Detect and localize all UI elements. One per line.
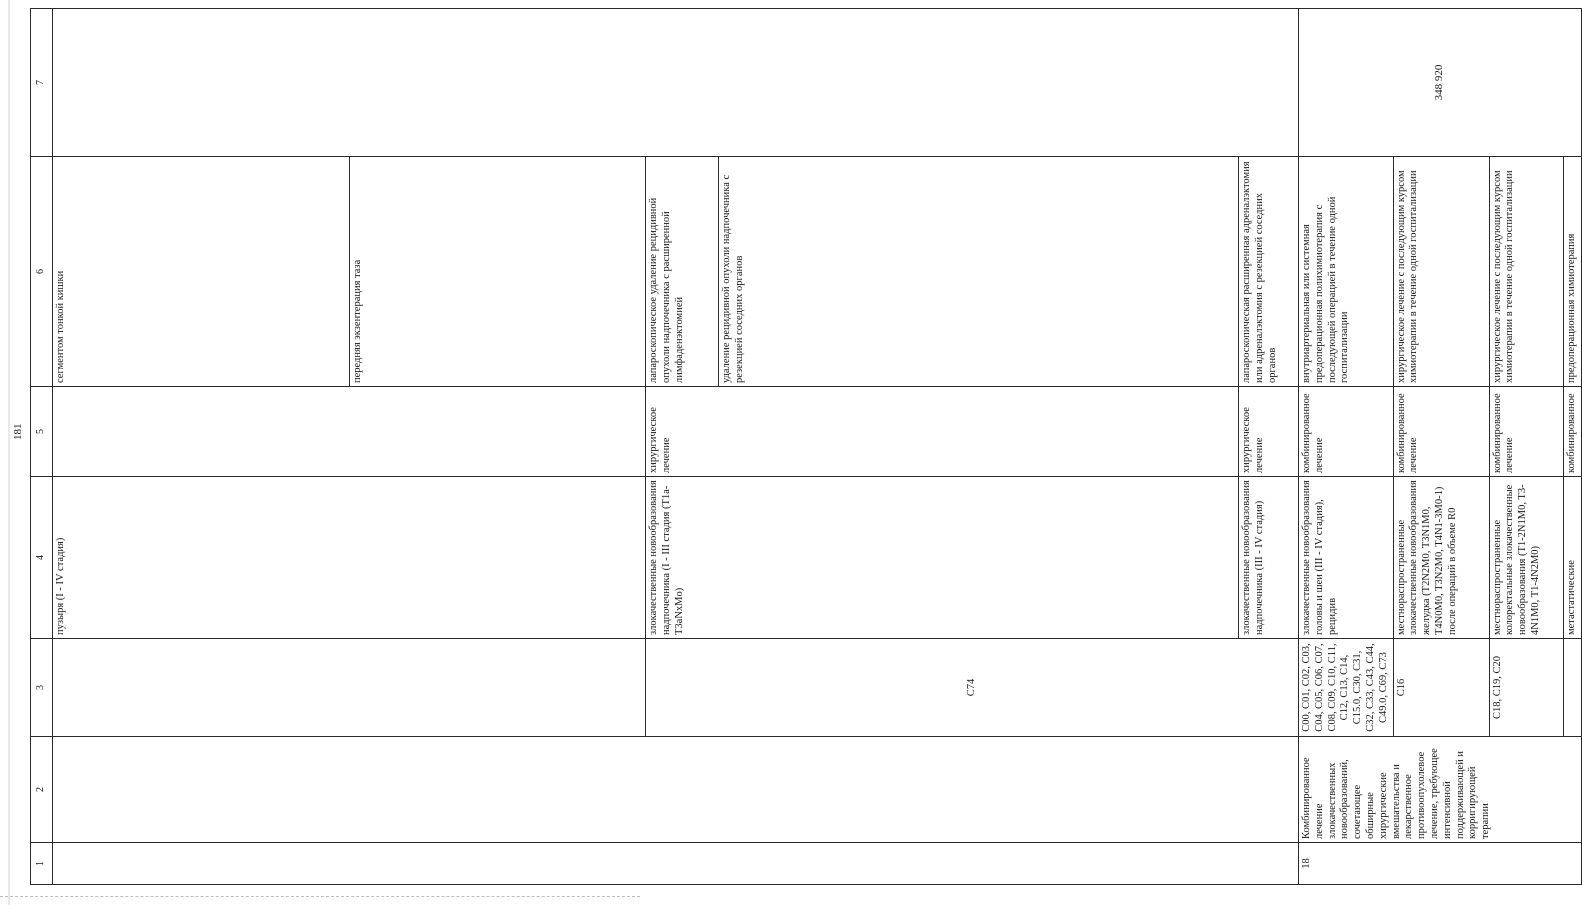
- scan-bottom-edge: [0, 896, 640, 898]
- cell-profile-name: Комбинированное лечение злокачественных новообразований, сочетающее обширные хирургические вмешательства и лекарственное противоопухолевое лечение, требующее интенсивной поддерживающей и корригирующей терапии: [1299, 737, 1582, 843]
- method-line: удаление рецидивной опухоли надпочечника с резекцией соседних органов: [721, 174, 745, 383]
- cell-method: внутриартериальная или системная предоперационная полихимиотерапия с последующей операцией в течение одной госпитализации: [1299, 157, 1394, 387]
- cell-method: хирургическое лечение с последующим курсом химиотерапии в течение одной госпитализации: [1393, 157, 1489, 387]
- table-row-18: [1299, 9, 1394, 885]
- cell-model: злокачественные новообразования головы и шеи (III - IV стадия), рецидив: [1299, 477, 1394, 639]
- header-col-3: 3: [31, 639, 53, 737]
- cell-empty: [53, 843, 1299, 885]
- cell-treatment: комбинированное лечение: [1299, 387, 1394, 477]
- method-subtable: [646, 157, 1238, 386]
- method-line: сегментом тонкой кишки: [53, 157, 349, 386]
- method-line: лапароскопическое удаление рецидивной опухоли надпочечника с расширенной лимфаденэктомией: [646, 157, 719, 386]
- cell-treatment: хирургическое лечение: [1239, 387, 1299, 477]
- cell-treatment: хирургическое лечение: [646, 387, 1239, 477]
- cell-empty: [53, 639, 646, 737]
- cell-method: хирургическое лечение с последующим курсом химиотерапии в течение одной госпитализации: [1489, 157, 1563, 387]
- cell-model: местнораспространенные злокачественные новообразования желудка (T2N2M0, T3N1M0, T4N0M0, T3N2M0, T4N1-3M0-1) после операций в объеме R0: [1393, 477, 1489, 639]
- cell-model: пузыря (I - IV стадия): [53, 477, 646, 639]
- cell-code: C18, C19, C20: [1489, 639, 1563, 737]
- cell-empty: [53, 9, 1299, 157]
- method-subtable: [53, 157, 645, 386]
- cell-treatment: комбинированное лечение: [1489, 387, 1563, 477]
- page-number: 181: [12, 423, 24, 440]
- header-col-5: 5: [31, 387, 53, 477]
- cell-treatment: комбинированное: [1563, 387, 1581, 477]
- header-col-1: 1: [31, 843, 53, 885]
- cell-code: C16: [1393, 639, 1489, 737]
- cell-price: 348 920: [1299, 9, 1582, 157]
- cell-code: C00, C01, C02, C03, C04, C05, C06, C07, C08, C09, C10, C11, C12, C13, C14, C15.0, C30, C31, C32, C33, C43, C44, C49.0, C69, C73: [1299, 639, 1394, 737]
- table-row: [53, 9, 646, 885]
- cell-empty: [53, 737, 1299, 843]
- cell-empty: [53, 387, 646, 477]
- cell-treatment: комбинированное лечение: [1393, 387, 1489, 477]
- cell-model: злокачественные новообразования надпочечника (III - IV стадия): [1239, 477, 1299, 639]
- cell-method: предоперационная химиотерапия: [1563, 157, 1581, 387]
- cell-row-number: 18: [1299, 843, 1582, 885]
- cell-method: [646, 157, 1239, 387]
- cell-model: местнораспространенные колоректальные злокачественные новообразования (T1-2N1M0, T3-4N1M0, T1-4N2M0): [1489, 477, 1563, 639]
- rotated-table-container: [30, 9, 1577, 885]
- cell-model: злокачественные новообразования надпочечника (I - III стадия (T1a-T3aNxMo): [646, 477, 1239, 639]
- header-col-4: 4: [31, 477, 53, 639]
- cell-code: [1563, 639, 1581, 737]
- header-col-2: 2: [31, 737, 53, 843]
- treatment-table: [30, 8, 1582, 885]
- method-line: передняя экзентерация таза: [351, 259, 363, 383]
- cell-code: C74: [646, 639, 1299, 737]
- cell-method: лапароскопическая расширенная адреналэктомия или адреналэктомия с резекцией соседних органов: [1239, 157, 1299, 387]
- header-row: [31, 9, 53, 885]
- scan-edge-shadow: [8, 0, 10, 905]
- cell-method: [53, 157, 646, 387]
- header-col-6: 6: [31, 157, 53, 387]
- cell-model: метастатические: [1563, 477, 1581, 639]
- header-col-7: 7: [31, 9, 53, 157]
